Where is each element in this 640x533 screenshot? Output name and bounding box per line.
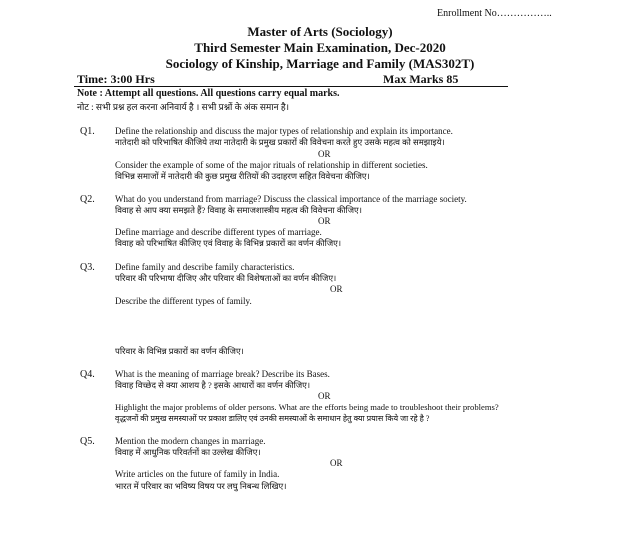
question-text-hi: परिवार के विभिन्न प्रकारों का वर्णन कीजिए। bbox=[115, 346, 244, 356]
question-text-en: Describe the different types of family. bbox=[115, 296, 252, 306]
note-english: Note : Attempt all questions. All questions carry equal marks. bbox=[77, 88, 340, 99]
question-text-hi: नातेदारी को परिभाषित कीजिये तथा नातेदारी के प्रमुख प्रकारों की विवेचना करते हुए उसके महत्व को समझाइये। bbox=[115, 137, 445, 147]
question-text-en: What do you understand from marriage? Discuss the classical importance of the marriage society. bbox=[115, 194, 467, 204]
or-separator: OR bbox=[330, 458, 343, 468]
or-separator: OR bbox=[318, 391, 331, 401]
subject-title: Sociology of Kinship, Marriage and Family (MAS302T) bbox=[165, 56, 475, 71]
question-number: Q4. bbox=[80, 369, 95, 380]
question-number: Q2. bbox=[80, 194, 95, 205]
question-number: Q3. bbox=[80, 262, 95, 273]
or-separator: OR bbox=[330, 284, 343, 294]
question-text-en: Highlight the major problems of older persons. What are the efforts being made to troubleshoot their problems? bbox=[115, 402, 499, 412]
exam-title: Third Semester Main Examination, Dec-2020 bbox=[194, 40, 446, 55]
program-title: Master of Arts (Sociology) bbox=[247, 24, 393, 39]
question-text-en: Mention the modern changes in marriage. bbox=[115, 436, 266, 446]
question-text-hi: विवाह में आधुनिक परिवर्तनों का उल्लेख कीजिए। bbox=[115, 447, 261, 457]
question-number: Q5. bbox=[80, 436, 95, 447]
question-text-en: Define family and describe family characteristics. bbox=[115, 262, 295, 272]
question-text-en: Define the relationship and discuss the major types of relationship and explain its importance. bbox=[115, 126, 453, 136]
enrollment-number: Enrollment No…………….. bbox=[437, 8, 552, 19]
question-text-hi: विवाह विच्छेद से क्या आशय है ? इसके आधारों का वर्णन कीजिए। bbox=[115, 380, 311, 390]
question-text-hi: भारत में परिवार का भविष्य विषय पर लघु निबन्ध लिखिए। bbox=[115, 481, 287, 491]
question-text-en: Write articles on the future of family in India. bbox=[115, 469, 280, 479]
note-hindi: नोट : सभी प्रश्न हल करना अनिवार्य है । सभी प्रश्नों के अंक समान है। bbox=[77, 102, 290, 112]
question-text-hi: परिवार की परिभाषा दीजिए और परिवार की विशेषताओं का वर्णन कीजिए। bbox=[115, 273, 337, 283]
or-separator: OR bbox=[318, 216, 331, 226]
question-text-en: Consider the example of some of the major rituals of relationship in different societies. bbox=[115, 160, 428, 170]
question-text-hi: विवाह से आप क्या समझते हैं? विवाह के समाजशास्त्रीय महत्व की विवेचना कीजिए। bbox=[115, 205, 362, 215]
time-allowed: Time: 3:00 Hrs bbox=[77, 72, 155, 86]
or-separator: OR bbox=[318, 149, 331, 159]
question-text-en: Define marriage and describe different types of marriage. bbox=[115, 227, 322, 237]
question-text-hi: वृद्धजनों की प्रमुख समस्याओं पर प्रकाश डालिए एवं उनकी समस्याओं के समाधान हेतु क्या प्रयास किये जा रहे है ? bbox=[115, 414, 430, 423]
question-text-hi: विभिन्न समाजों में नातेदारी की कुछ प्रमुख रीतियों की उदाहरण सहित विवेचना कीजिए। bbox=[115, 171, 370, 181]
question-number: Q1. bbox=[80, 126, 95, 137]
question-text-hi: विवाह को परिभाषित कीजिए एवं विवाह के विभिन्न प्रकारों का वर्णन कीजिए। bbox=[115, 238, 342, 248]
max-marks: Max Marks 85 bbox=[383, 72, 459, 86]
header-divider bbox=[74, 86, 508, 87]
blank-gap bbox=[0, 313, 640, 339]
question-text-en: What is the meaning of marriage break? Describe its Bases. bbox=[115, 369, 330, 379]
